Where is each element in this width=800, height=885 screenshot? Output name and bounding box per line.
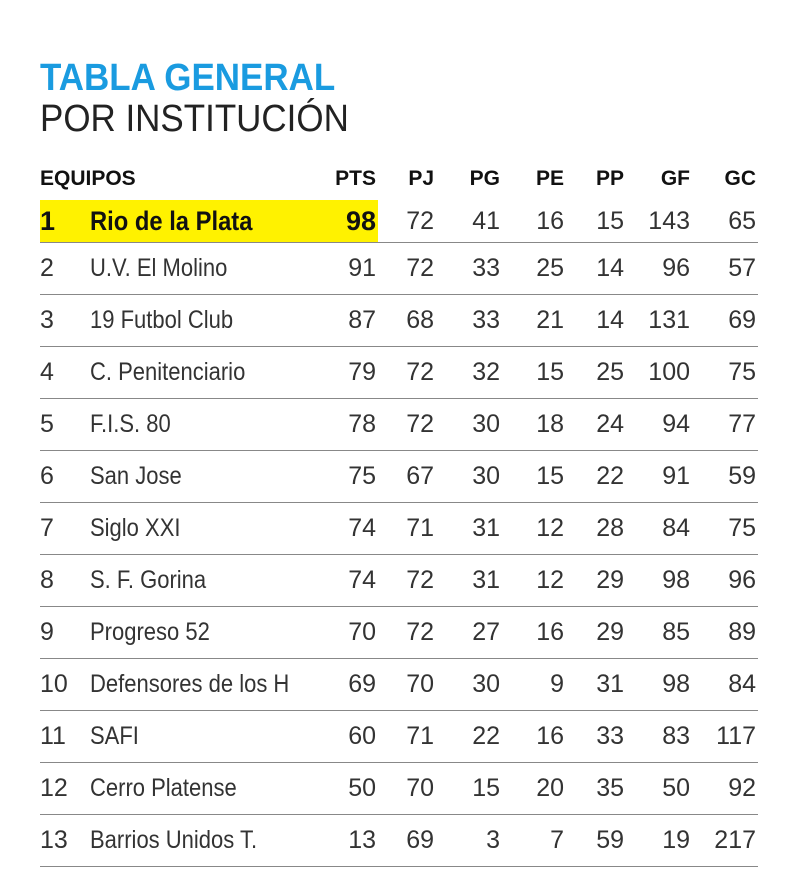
cell-gc: 89	[692, 607, 758, 659]
cell-pg: 32	[436, 347, 502, 399]
cell-pos: 3	[40, 295, 88, 347]
cell-pts: 13	[320, 815, 378, 867]
cell-pg: 31	[436, 555, 502, 607]
cell-team	[88, 347, 320, 399]
team-name: San Jose	[90, 462, 182, 490]
cell-pg: 33	[436, 243, 502, 295]
cell-pg: 30	[436, 659, 502, 711]
cell-pts: 98	[320, 200, 378, 243]
column-header-pp: PP	[596, 167, 625, 190]
cell-pj: 72	[378, 243, 436, 295]
cell-gc: 77	[692, 399, 758, 451]
cell-pj: 71	[378, 711, 436, 763]
table-row	[40, 711, 758, 763]
table-row	[40, 503, 758, 555]
cell-pj: 72	[378, 607, 436, 659]
cell-pos: 2	[40, 243, 88, 295]
cell-pp: 59	[566, 815, 626, 867]
cell-pg: 3	[436, 815, 502, 867]
cell-pp: 29	[566, 555, 626, 607]
cell-gf: 143	[626, 200, 692, 243]
cell-gf: 19	[626, 815, 692, 867]
table-row	[40, 555, 758, 607]
column-header-pts: PTS	[335, 167, 377, 190]
cell-gc: 65	[692, 200, 758, 243]
table-header	[40, 158, 758, 200]
cell-pos: 8	[40, 555, 88, 607]
cell-pp: 33	[566, 711, 626, 763]
cell-team	[88, 607, 320, 659]
cell-pp: 29	[566, 607, 626, 659]
table-row	[40, 347, 758, 399]
team-name: U.V. El Molino	[90, 254, 228, 282]
cell-gc: 96	[692, 555, 758, 607]
table-row	[40, 451, 758, 503]
team-name: Cerro Platense	[90, 774, 237, 802]
cell-gf: 83	[626, 711, 692, 763]
team-name: Siglo XXI	[90, 514, 181, 542]
cell-pp: 14	[566, 295, 626, 347]
column-header-pj: PJ	[408, 167, 435, 190]
cell-gf: 94	[626, 399, 692, 451]
table-row	[40, 659, 758, 711]
cell-team	[88, 243, 320, 295]
cell-pg: 31	[436, 503, 502, 555]
cell-pts: 69	[320, 659, 378, 711]
cell-pos: 6	[40, 451, 88, 503]
cell-pp: 22	[566, 451, 626, 503]
cell-pts: 87	[320, 295, 378, 347]
cell-team	[88, 451, 320, 503]
cell-pp: 25	[566, 347, 626, 399]
column-header-equipos: EQUIPOS	[40, 167, 136, 190]
cell-gc: 217	[692, 815, 758, 867]
cell-gc: 57	[692, 243, 758, 295]
cell-pe: 16	[502, 607, 566, 659]
table-row	[40, 243, 758, 295]
cell-gc: 75	[692, 347, 758, 399]
cell-pp: 31	[566, 659, 626, 711]
table-row	[40, 200, 758, 243]
team-name: C. Penitenciario	[90, 358, 246, 386]
cell-pts: 91	[320, 243, 378, 295]
cell-pg: 30	[436, 451, 502, 503]
cell-gc: 92	[692, 763, 758, 815]
cell-gc: 84	[692, 659, 758, 711]
table-row	[40, 399, 758, 451]
cell-team	[88, 711, 320, 763]
cell-pos: 11	[40, 711, 88, 763]
column-header-pe: PE	[536, 167, 565, 190]
cell-gf: 100	[626, 347, 692, 399]
cell-pj: 71	[378, 503, 436, 555]
cell-gc: 69	[692, 295, 758, 347]
cell-pe: 20	[502, 763, 566, 815]
team-name: Progreso 52	[90, 618, 210, 646]
cell-pts: 70	[320, 607, 378, 659]
cell-team	[88, 555, 320, 607]
team-name: F.I.S. 80	[90, 410, 171, 438]
cell-pg: 15	[436, 763, 502, 815]
cell-pts: 78	[320, 399, 378, 451]
cell-gf: 131	[626, 295, 692, 347]
cell-pos: 13	[40, 815, 88, 867]
cell-pe: 18	[502, 399, 566, 451]
cell-pe: 12	[502, 503, 566, 555]
team-name: Barrios Unidos T.	[90, 826, 258, 854]
cell-pts: 60	[320, 711, 378, 763]
table-row	[40, 763, 758, 815]
cell-pg: 30	[436, 399, 502, 451]
cell-pts: 75	[320, 451, 378, 503]
cell-team	[88, 763, 320, 815]
cell-pts: 79	[320, 347, 378, 399]
cell-team	[88, 659, 320, 711]
cell-pos: 9	[40, 607, 88, 659]
team-name: Rio de la Plata	[90, 205, 253, 236]
cell-pj: 70	[378, 659, 436, 711]
cell-gf: 98	[626, 659, 692, 711]
cell-pg: 41	[436, 200, 502, 243]
cell-pg: 27	[436, 607, 502, 659]
column-header-gc: GC	[724, 167, 757, 190]
team-name: S. F. Gorina	[90, 566, 207, 594]
cell-pos: 12	[40, 763, 88, 815]
cell-gf: 98	[626, 555, 692, 607]
cell-pp: 15	[566, 200, 626, 243]
title-block	[40, 58, 376, 140]
table-body	[40, 200, 758, 867]
cell-gc: 59	[692, 451, 758, 503]
cell-pj: 68	[378, 295, 436, 347]
cell-pos: 10	[40, 659, 88, 711]
cell-gf: 96	[626, 243, 692, 295]
cell-gf: 84	[626, 503, 692, 555]
cell-pe: 21	[502, 295, 566, 347]
cell-pe: 15	[502, 347, 566, 399]
cell-pe: 12	[502, 555, 566, 607]
cell-pj: 72	[378, 200, 436, 243]
cell-pp: 24	[566, 399, 626, 451]
cell-pos: 4	[40, 347, 88, 399]
cell-pj: 70	[378, 763, 436, 815]
cell-pe: 7	[502, 815, 566, 867]
cell-pj: 67	[378, 451, 436, 503]
cell-pp: 14	[566, 243, 626, 295]
cell-pts: 74	[320, 555, 378, 607]
team-name: Defensores de los H	[90, 670, 290, 698]
cell-gf: 85	[626, 607, 692, 659]
cell-pts: 50	[320, 763, 378, 815]
cell-pe: 25	[502, 243, 566, 295]
cell-pos: 7	[40, 503, 88, 555]
table-row	[40, 607, 758, 659]
cell-pos: 5	[40, 399, 88, 451]
cell-pe: 16	[502, 200, 566, 243]
cell-team	[88, 815, 320, 867]
column-header-gf: GF	[660, 167, 691, 190]
column-header-pg: PG	[469, 167, 501, 190]
page-subtitle: POR INSTITUCIÓN	[40, 98, 349, 140]
cell-pe: 15	[502, 451, 566, 503]
team-name: 19 Futbol Club	[90, 306, 234, 334]
cell-pe: 9	[502, 659, 566, 711]
table-row	[40, 815, 758, 867]
cell-pp: 28	[566, 503, 626, 555]
cell-pj: 69	[378, 815, 436, 867]
cell-pg: 22	[436, 711, 502, 763]
cell-pg: 33	[436, 295, 502, 347]
cell-team	[88, 503, 320, 555]
cell-pj: 72	[378, 555, 436, 607]
cell-pts: 74	[320, 503, 378, 555]
cell-pos: 1	[40, 200, 88, 243]
table-row	[40, 295, 758, 347]
cell-pj: 72	[378, 347, 436, 399]
cell-team	[88, 399, 320, 451]
cell-pj: 72	[378, 399, 436, 451]
cell-team	[88, 200, 320, 243]
standings-table	[40, 158, 758, 867]
header-row	[40, 158, 758, 200]
cell-pe: 16	[502, 711, 566, 763]
page-title: TABLA GENERAL	[40, 57, 336, 99]
cell-gc: 117	[692, 711, 758, 763]
cell-gf: 91	[626, 451, 692, 503]
cell-gc: 75	[692, 503, 758, 555]
cell-team	[88, 295, 320, 347]
cell-pp: 35	[566, 763, 626, 815]
cell-gf: 50	[626, 763, 692, 815]
team-name: SAFI	[90, 722, 139, 750]
